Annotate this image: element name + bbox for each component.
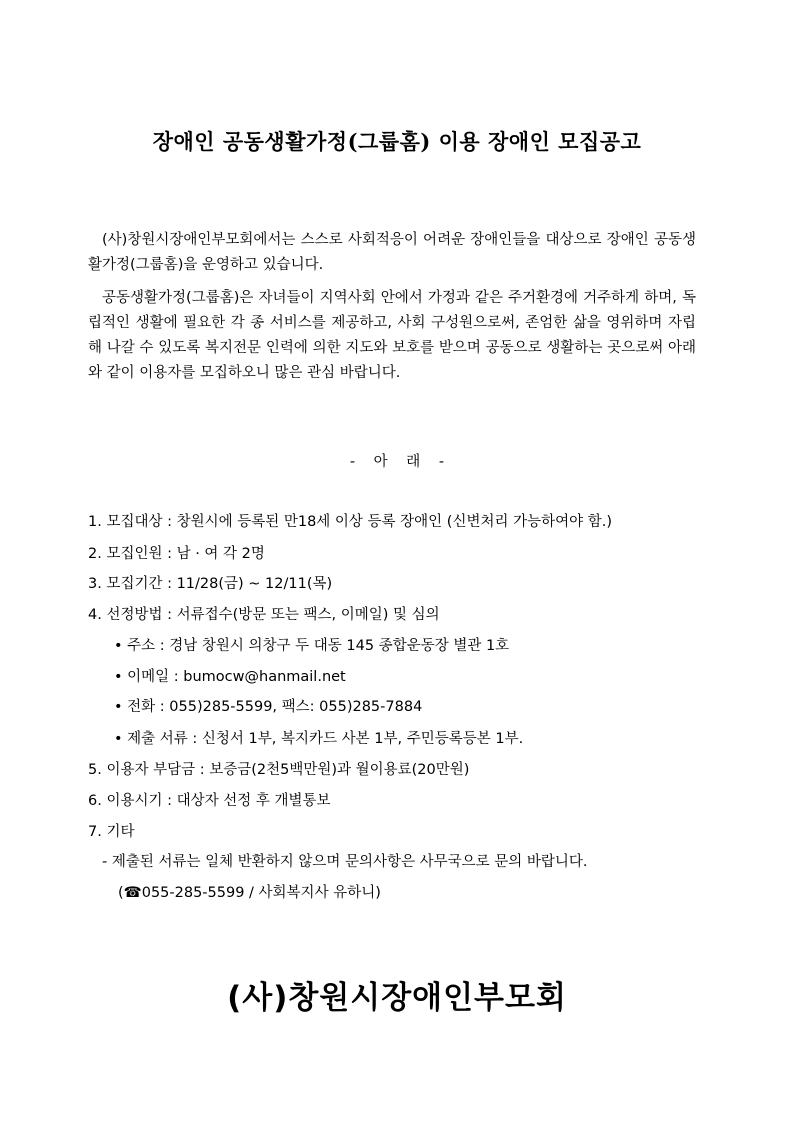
item-etc: 7. 기타 [88, 824, 135, 840]
organization-name: (사)창원시장애인부모회 [227, 980, 567, 1016]
sub-email: • 이메일 : bumocw@hanmail.net [114, 669, 346, 685]
item-target: 1. 모집대상 : 창원시에 등록된 만18세 이상 등록 장애인 (신변처리 가능하여야 함.) [88, 514, 613, 530]
item-selection: 4. 선정방법 : 서류접수(방문 또는 팩스, 이메일) 및 심의 [88, 607, 440, 623]
item-fee: 5. 이용자 부담금 : 보증금(2천5백만원)과 월이용료(20만원) [88, 762, 470, 778]
note-documents: - 제출된 서류는 일체 반환하지 않으며 문의사항은 사무국으로 문의 바랍니다. [102, 854, 588, 870]
item-count: 2. 모집인원 : 남 · 여 각 2명 [88, 546, 265, 562]
page-title: 장애인 공동생활가정(그룹홈) 이용 장애인 모집공고 [152, 129, 642, 154]
sub-address: • 주소 : 경남 창원시 의창구 두 대동 145 종합운동장 별관 1호 [114, 638, 510, 654]
notice-heading: - 아 래 - [349, 454, 445, 470]
sub-documents: • 제출 서류 : 신청서 1부, 복지카드 사본 1부, 주민등록등본 1부. [114, 731, 524, 747]
intro-text-1: (사)창원시장애인부모회에서는 스스로 사회적응이 어려운 장애인들을 대상으로 장애인 공동생활가정(그룹홈)을 운영하고 있습니다. [88, 232, 696, 273]
intro-paragraph-2 [88, 286, 696, 386]
item-timing: 6. 이용시기 : 대상자 선정 후 개별통보 [88, 793, 331, 809]
intro-paragraph-1 [88, 228, 696, 278]
intro-text-2: 공동생활가정(그룹홈)은 자녀들이 지역사회 안에서 가정과 같은 주거환경에 거주하게 하며, 독립적인 생활에 필요한 각 종 서비스를 제공하고, 사회 구성원으로써, 존엄한 삶을 영위하며 자립 해 나갈 수 있도록 복지전문 인력에 의한 지도와 보호를 받으며 공동으로 생활하는 곳으로써 아래와 같이 이용자를 모집하오니 많은 관심 바랍니다. [88, 290, 696, 381]
sub-phone-fax: • 전화 : 055)285-5599, 팩스: 055)285-7884 [114, 699, 423, 715]
item-period: 3. 모집기간 : 11/28(금) ~ 12/11(목) [88, 576, 333, 592]
note-contact: (☎055-285-5599 / 사회복지사 유하니) [118, 885, 381, 901]
